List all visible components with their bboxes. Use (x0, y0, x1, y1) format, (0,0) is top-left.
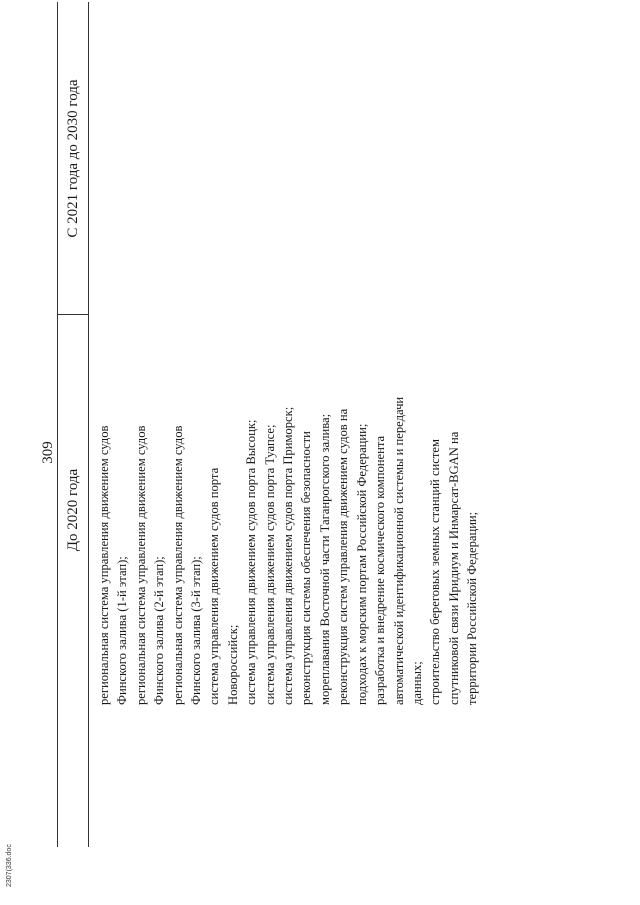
column-header-left: До 2020 года (65, 468, 81, 552)
list-item: региональная система управления движением судов Финского залива (1-й этап); (97, 425, 130, 705)
table-header-rule (88, 2, 89, 847)
table-top-rule (57, 2, 58, 847)
list-item: разработка и внедрение космического компонента автоматической идентификационной системы и передачи данных; (373, 396, 424, 705)
page-number: 309 (40, 441, 56, 464)
list-item: система управления движением судов порта Высоцк; (244, 419, 259, 705)
document-id: 2307(336.doc (6, 844, 13, 887)
list-item: система управления движением судов порта Новороссийск; (207, 467, 240, 705)
list-item: региональная система управления движением судов Финского залива (2-й этап); (133, 425, 167, 705)
list-item: система управления движением судов порта Туапсе; (262, 424, 277, 705)
list-item: система управления движением судов порта Приморск; (281, 406, 296, 705)
list-item: реконструкция систем управления движением судов на подходах к морским портам Российской Федерации; (336, 408, 369, 705)
list-item: строительство береговых земных станций систем спутниковой связи Иридиум и Инмарсат-BGAN на территории Российской Федерации; (428, 431, 480, 705)
column-header-right: С 2021 года до 2030 года (65, 79, 81, 238)
list-item: региональная система управления движением судов Финского залива (3-й этап); (170, 425, 204, 705)
measures-list (95, 385, 482, 705)
list-item: реконструкция системы обеспечения безопасности мореплавания Восточной части Таганрогского залива; (299, 413, 332, 705)
